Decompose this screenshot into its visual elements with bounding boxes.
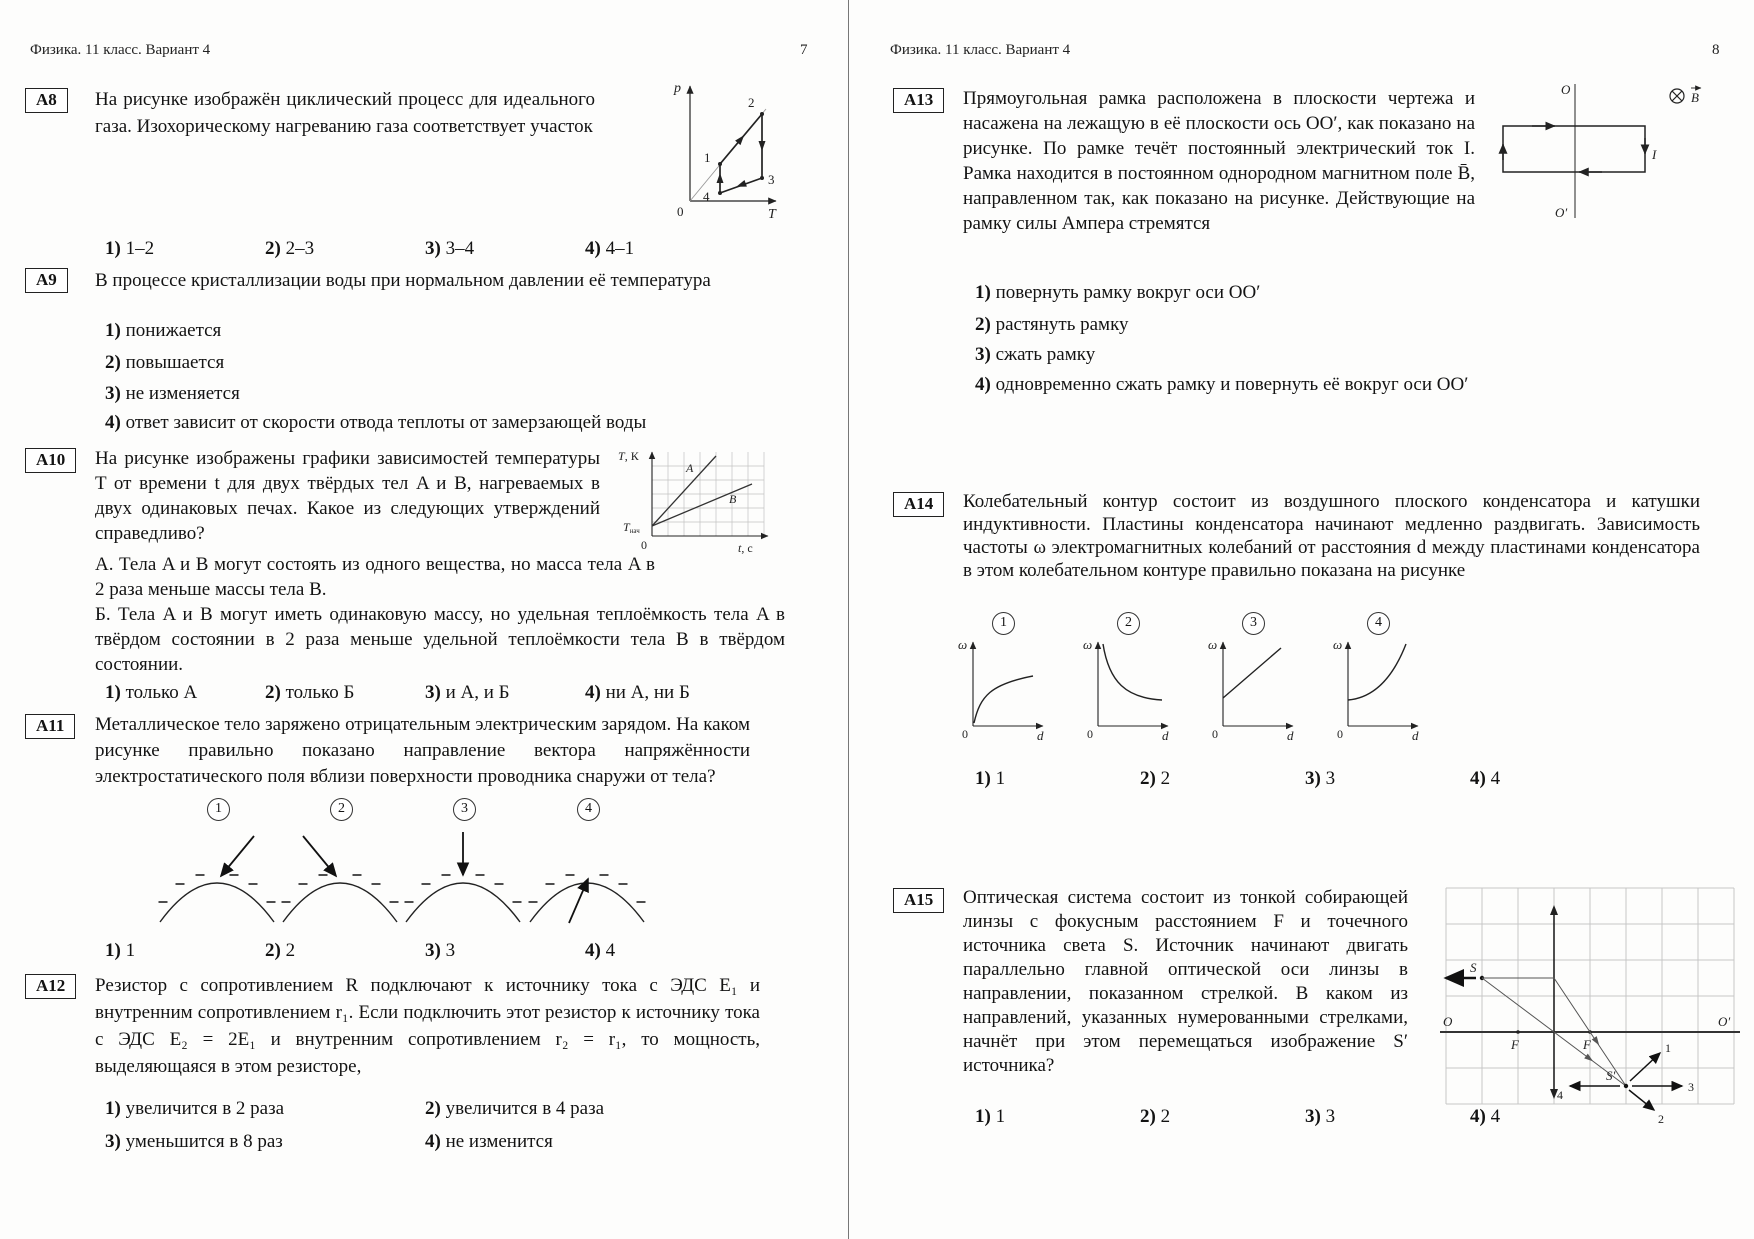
a14-graph-2 xyxy=(1080,632,1175,744)
question-id-a8: А8 xyxy=(25,88,68,113)
answer-number: 2) xyxy=(265,940,281,961)
answer-option-a9-2 xyxy=(105,352,224,374)
origin-label: 0 xyxy=(1212,727,1218,741)
a15-lens-diagram xyxy=(1440,882,1740,1172)
answer-number: 3) xyxy=(1305,1106,1321,1127)
answer-text: одновременно сжать рамку и повернуть её вокруг оси OO′ xyxy=(995,374,1469,395)
curve-saturating xyxy=(974,676,1033,723)
answer-option-a10-1 xyxy=(105,682,197,704)
answer-option-a11-4 xyxy=(585,940,615,962)
curve-increasing-convex xyxy=(1348,644,1406,700)
answer-text: только А xyxy=(125,682,198,703)
a14-graph-3 xyxy=(1205,632,1300,744)
a8-axis-t-label: T xyxy=(768,207,776,222)
answer-number: 4) xyxy=(585,682,601,703)
answer-text: 4 xyxy=(1490,1106,1501,1127)
answer-text: 4 xyxy=(1490,768,1501,789)
answer-number: 1) xyxy=(105,682,121,703)
a8-point1-label: 1 xyxy=(704,150,711,165)
graph-number-1: 1 xyxy=(992,612,1015,635)
question-text-a15: Оптическая система состоит из тонкой собирающей линзы с фокусным расстоянием F и точечного источника света S. Источник начинают двигать параллельно главной оптической оси линзы в направлении, показанном стрелкой. В каком из направлений, указанных нумерованными стрелками, начнёт при этом перемещаться изображение S′ источника? xyxy=(963,887,1408,1076)
a15-o2-label: O′ xyxy=(1718,1014,1731,1029)
a10-body-a-label: A xyxy=(686,461,694,475)
answer-number: 2) xyxy=(265,238,281,259)
answer-option-a13-3 xyxy=(975,344,1095,366)
curve-decreasing xyxy=(1103,644,1162,700)
answer-option-a8-3 xyxy=(425,238,474,260)
a14-graph-1 xyxy=(955,632,1050,744)
answer-text: растянуть рамку xyxy=(995,314,1129,335)
answer-option-a11-3 xyxy=(425,940,455,962)
answer-number: 3) xyxy=(425,940,441,961)
field-vector-arrow xyxy=(221,836,254,876)
graph-number-4: 4 xyxy=(1367,612,1390,635)
answer-option-a12-3 xyxy=(105,1131,283,1153)
a10-line-b xyxy=(652,484,752,526)
a8-axis-p-label: p xyxy=(674,81,681,96)
a11-conductor-diagram-4 xyxy=(522,822,652,934)
figure-number-3: 3 xyxy=(453,798,476,821)
answer-text: 2–3 xyxy=(285,238,315,259)
page-number-left: 7 xyxy=(800,42,808,58)
a10-tstart-label: Tнач xyxy=(623,520,640,535)
answer-number: 4) xyxy=(975,374,991,395)
answer-option-a11-1 xyxy=(105,940,135,962)
answer-option-a8-4 xyxy=(585,238,634,260)
a10-body-b-label: B xyxy=(729,492,737,506)
a10-axis-temperature-label: T, К xyxy=(618,449,639,463)
answer-option-a10-4 xyxy=(585,682,690,704)
answer-option-a10-2 xyxy=(265,682,354,704)
graph-number-3: 3 xyxy=(1242,612,1265,635)
answer-text: 3 xyxy=(1325,768,1336,789)
answer-number: 2) xyxy=(265,682,281,703)
a13-field-into-page-icon xyxy=(1670,88,1701,105)
answer-text: 2 xyxy=(1160,768,1171,789)
a10-origin-label: 0 xyxy=(641,538,647,552)
answer-text: 3 xyxy=(1325,1106,1336,1127)
answer-number: 2) xyxy=(425,1098,441,1119)
answer-number: 3) xyxy=(975,344,991,365)
answer-option-a11-2 xyxy=(265,940,295,962)
answer-option-a14-3 xyxy=(1305,768,1335,790)
a10-heating-curves-diagram xyxy=(612,446,772,561)
a8-cycle-path xyxy=(720,114,762,193)
answer-number: 1) xyxy=(975,1106,991,1127)
figure-number-1: 1 xyxy=(207,798,230,821)
answer-number: 4) xyxy=(105,412,121,433)
answer-option-a14-2 xyxy=(1140,768,1170,790)
answer-option-a15-4 xyxy=(1470,1106,1500,1128)
answer-number: 2) xyxy=(1140,1106,1156,1127)
axis-d-label: d xyxy=(1037,728,1044,743)
a11-conductor-diagram-3 xyxy=(398,822,528,934)
question-id-a11: А11 xyxy=(25,714,75,739)
a15-arrow4-label: 4 xyxy=(1557,1088,1563,1102)
answer-option-a8-2 xyxy=(265,238,314,260)
a11-conductor-diagram-1 xyxy=(152,822,282,934)
a15-arrow1-label: 1 xyxy=(1665,1041,1671,1055)
a15-source-label: S xyxy=(1470,960,1477,975)
a15-arrow3-label: 3 xyxy=(1688,1080,1694,1094)
answer-number: 1) xyxy=(105,320,121,341)
page-divider xyxy=(848,0,849,1239)
a8-point4-label: 4 xyxy=(703,189,710,204)
answer-number: 3) xyxy=(105,1131,121,1152)
a8-origin-label: 0 xyxy=(677,204,684,219)
answer-text: 1 xyxy=(995,768,1006,789)
axis-d-label: d xyxy=(1287,728,1294,743)
a13-axis-o2-label: O′ xyxy=(1555,205,1568,220)
answer-text: увеличится в 2 раза xyxy=(125,1098,285,1119)
a13-field-b-label: B xyxy=(1691,90,1699,105)
answer-text: 2 xyxy=(1160,1106,1171,1127)
a15-arrow2-label: 2 xyxy=(1658,1112,1664,1126)
question-text-a8: На рисунке изображён циклический процесс для идеального газа. Изохорическому нагреванию газа соответствует участок xyxy=(95,89,595,137)
axis-omega-label: ω xyxy=(1208,637,1218,652)
answer-option-a13-4 xyxy=(975,374,1468,396)
answer-number: 1) xyxy=(975,282,991,303)
answer-text: 1–2 xyxy=(125,238,155,259)
question-text-a13: Прямоугольная рамка расположена в плоскости чертежа и насажена на лежащую в её плоскости ось OO′, как показано на рисунке. По рамке течёт постоянный электрический ток I. Рамка находится в постоянном однородном магнитном поле B̄, направленном так, как показано на рисунке. Действующие на рамку силы Ампера стремятся xyxy=(963,88,1475,234)
answer-text: повернуть рамку вокруг оси OO′ xyxy=(995,282,1261,303)
a15-focus-right-label: F xyxy=(1583,1037,1591,1052)
axis-d-label: d xyxy=(1162,728,1169,743)
answer-option-a9-3 xyxy=(105,383,240,405)
answer-text: 1 xyxy=(125,940,136,961)
a10-axis-time-label: t, с xyxy=(738,541,753,555)
a14-graph-4 xyxy=(1330,632,1425,744)
a8-point3-label: 3 xyxy=(768,172,775,187)
answer-number: 3) xyxy=(1305,768,1321,789)
a15-image-label: S′ xyxy=(1606,1068,1616,1083)
answer-option-a9-1 xyxy=(105,320,221,342)
answer-number: 3) xyxy=(425,682,441,703)
answer-text: увеличится в 4 раза xyxy=(445,1098,605,1119)
answer-option-a9-4 xyxy=(105,412,646,434)
answer-option-a15-1 xyxy=(975,1106,1005,1128)
axis-omega-label: ω xyxy=(958,637,968,652)
axis-omega-label: ω xyxy=(1083,637,1093,652)
answer-number: 2) xyxy=(975,314,991,335)
question-id-a9: А9 xyxy=(25,268,68,293)
figure-number-4: 4 xyxy=(577,798,600,821)
answer-number: 1) xyxy=(105,1098,121,1119)
answer-number: 1) xyxy=(975,768,991,789)
answer-option-a12-2 xyxy=(425,1098,604,1120)
question-text-a11: Металлическое тело заряжено отрицательным электрическим зарядом. На каком рисунке правильно показано направление вектора напряжённости электростатического поля вблизи поверхности проводника снаружи от тела? xyxy=(95,714,750,787)
answer-text: 1 xyxy=(995,1106,1006,1127)
answer-text: 3 xyxy=(445,940,456,961)
answer-number: 4) xyxy=(1470,1106,1486,1127)
a13-frame-rect xyxy=(1503,126,1645,172)
statement-b-a10: Б. Тела A и B могут иметь одинаковую массу, но удельная теплоёмкость тела A в твёрдом состоянии в 2 раза меньше удельной теплоёмкости тела B в твёрдом состоянии. xyxy=(95,604,785,675)
answer-option-a13-2 xyxy=(975,314,1129,336)
origin-label: 0 xyxy=(1337,727,1343,741)
answer-option-a14-1 xyxy=(975,768,1005,790)
question-text-a12: Резистор с сопротивлением R подключают к источнику тока с ЭДС E₁ и внутренним сопротивлением r₁. Если подключить этот резистор к источнику тока с ЭДС E₂ = 2E₁ и внутренним сопротивлением r₂ = r₁, то мощность, выделяющаяся в этом резисторе, xyxy=(95,975,760,1077)
a8-pt-cycle-diagram xyxy=(598,74,783,234)
answer-option-a12-4 xyxy=(425,1131,553,1153)
statement-a-a10: А. Тела A и B могут состоять из одного вещества, но масса тела A в 2 раза меньше массы тела B. xyxy=(95,554,655,600)
page-number-right: 8 xyxy=(1712,42,1720,58)
answer-option-a13-1 xyxy=(975,282,1260,304)
lens-symbol xyxy=(1550,905,1558,1099)
field-vector-arrow xyxy=(303,836,336,876)
page-header-left: Физика. 11 класс. Вариант 4 xyxy=(30,42,211,58)
a13-frame-diagram xyxy=(1487,78,1737,223)
origin-label: 0 xyxy=(962,727,968,741)
axis-omega-label: ω xyxy=(1333,637,1343,652)
answer-number: 2) xyxy=(105,352,121,373)
answer-number: 4) xyxy=(1470,768,1486,789)
page-header-right: Физика. 11 класс. Вариант 4 xyxy=(890,42,1071,58)
a15-focus-left-label: F xyxy=(1511,1037,1519,1052)
answer-text: 3–4 xyxy=(445,238,475,259)
answer-number: 4) xyxy=(585,238,601,259)
question-text-a14: Колебательный контур состоит из воздушного плоского конденсатора и катушки индуктивности. Пластины конденсатора начинают медленно раздвигать. Зависимость частоты ω электромагнитных колебаний от расстояния d между пластинами конденсатора в этом колебательном контуре правильно показана на рисунке xyxy=(963,491,1700,581)
question-id-a12: А12 xyxy=(25,974,76,999)
question-id-a14: А14 xyxy=(893,492,944,517)
a13-axis-o-label: O xyxy=(1561,82,1571,97)
answer-number: 2) xyxy=(1140,768,1156,789)
a15-o-label: O xyxy=(1443,1014,1453,1029)
answer-text: 4–1 xyxy=(605,238,635,259)
answer-text: уменьшится в 8 раз xyxy=(125,1131,283,1152)
answer-number: 4) xyxy=(585,940,601,961)
answer-number: 3) xyxy=(425,238,441,259)
answer-text: понижается xyxy=(125,320,222,341)
answer-number: 3) xyxy=(105,383,121,404)
question-text-a10: На рисунке изображены графики зависимостей температуры T от времени t для двух твёрдых тел A и B, нагреваемых в двух одинаковых печах. Какое из следующих утверждений справедливо? xyxy=(95,448,600,544)
answer-option-a12-1 xyxy=(105,1098,284,1120)
question-id-a13: А13 xyxy=(893,88,944,113)
axis-d-label: d xyxy=(1412,728,1419,743)
question-id-a15: А15 xyxy=(893,888,944,913)
answer-option-a10-3 xyxy=(425,682,510,704)
answer-text: сжать рамку xyxy=(995,344,1096,365)
question-id-a10: А10 xyxy=(25,448,76,473)
answer-text: ни А, ни Б xyxy=(605,682,690,703)
a11-conductor-diagram-2 xyxy=(275,822,405,934)
answer-text: не изменяется xyxy=(125,383,240,404)
answer-text: только Б xyxy=(285,682,355,703)
answer-text: 4 xyxy=(605,940,616,961)
figure-number-2: 2 xyxy=(330,798,353,821)
answer-option-a8-1 xyxy=(105,238,154,260)
answer-number: 1) xyxy=(105,940,121,961)
answer-text: не изменится xyxy=(445,1131,553,1152)
question-text-a9: В процессе кристаллизации воды при нормальном давлении её температура xyxy=(95,270,711,291)
answer-text: повышается xyxy=(125,352,225,373)
graph-number-2: 2 xyxy=(1117,612,1140,635)
origin-label: 0 xyxy=(1087,727,1093,741)
answer-number: 1) xyxy=(105,238,121,259)
curve-linear xyxy=(1223,648,1281,698)
a8-point2-label: 2 xyxy=(748,95,755,110)
answer-option-a14-4 xyxy=(1470,768,1500,790)
answer-text: 2 xyxy=(285,940,296,961)
answer-option-a15-2 xyxy=(1140,1106,1170,1128)
answer-text: ответ зависит от скорости отвода теплоты от замерзающей воды xyxy=(125,412,647,433)
a13-current-label: I xyxy=(1652,147,1657,162)
answer-number: 4) xyxy=(425,1131,441,1152)
answer-option-a15-3 xyxy=(1305,1106,1335,1128)
answer-text: и А, и Б xyxy=(445,682,510,703)
